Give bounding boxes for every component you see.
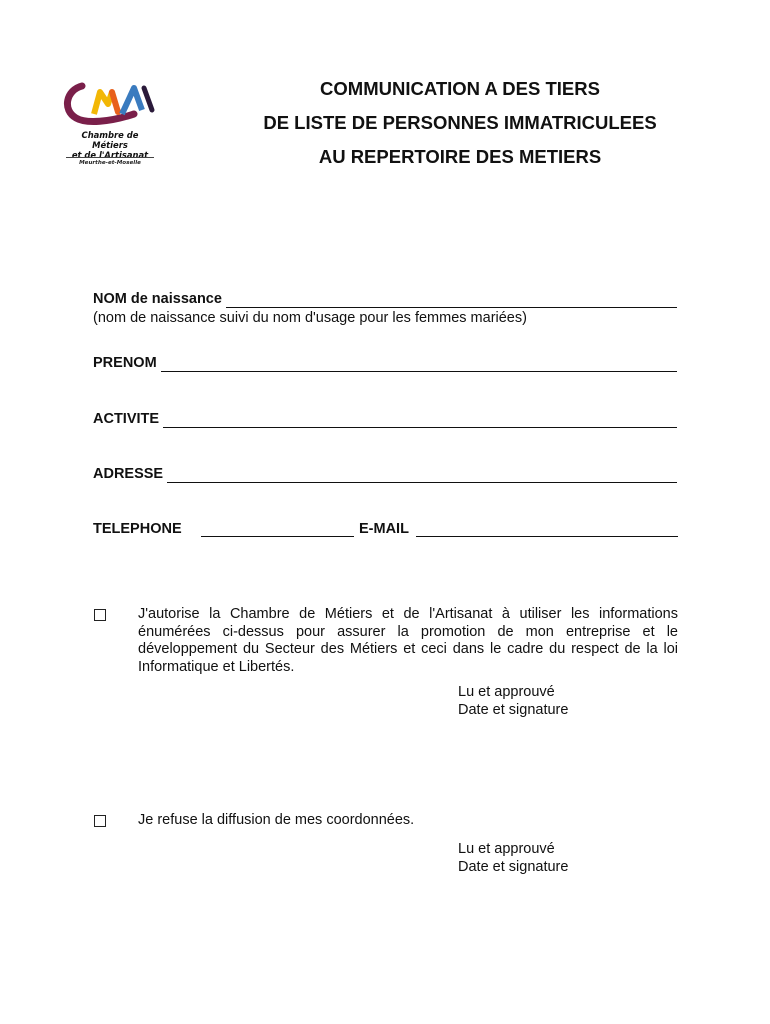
- logo-region: Meurthe-et-Moselle: [79, 160, 141, 166]
- nom-label: NOM de naissance: [93, 291, 222, 307]
- accept-text: J'autorise la Chambre de Métiers et de l'Artisanat à utiliser les informations énumérées ci-dessus pour assurer la promotion de mon entreprise et le développement du Secteur des Métiers et ceci dans le cadre du respect de la loi Informatique et Libertés.: [138, 606, 678, 675]
- nom-input-line[interactable]: [226, 293, 677, 308]
- activite-input-line[interactable]: [163, 413, 677, 428]
- refuse-signature-line2: Date et signature: [458, 858, 569, 875]
- accept-signature-line2: Date et signature: [458, 701, 569, 718]
- logo-m-orange: [112, 92, 118, 112]
- refuse-signature-line1: Lu et approuvé: [458, 841, 555, 857]
- prenom-label: PRENOM: [93, 355, 157, 371]
- activite-field: [93, 410, 677, 428]
- prenom-input-line[interactable]: [161, 357, 677, 372]
- title-line-3: AU REPERTOIRE DES METIERS: [318, 146, 602, 167]
- title-line-1: COMMUNICATION A DES TIERS: [320, 78, 600, 99]
- telephone-input-line[interactable]: [201, 522, 354, 537]
- logo-name-line1: Chambre de Métiers: [81, 130, 139, 150]
- logo-a-dark: [144, 88, 152, 110]
- cma-logo: [60, 80, 160, 170]
- accept-signature-block: [458, 684, 568, 719]
- email-label: E-MAIL: [359, 521, 409, 537]
- accept-signature-line1: Lu et approuvé: [458, 684, 555, 700]
- refuse-text: Je refuse la diffusion de mes coordonnées.: [138, 812, 415, 828]
- cma-logo-mark: [60, 80, 160, 126]
- logo-a-blue: [122, 88, 142, 114]
- refuse-checkbox[interactable]: [94, 815, 106, 827]
- email-input-line[interactable]: [416, 522, 678, 537]
- nom-hint: (nom de naissance suivi du nom d'usage pour les femmes mariées): [93, 310, 527, 326]
- contact-row: [93, 520, 678, 540]
- nom-field: [93, 290, 677, 308]
- logo-name-line2: et de l'Artisanat: [71, 150, 149, 160]
- logo-m-yellow: [94, 92, 112, 114]
- refuse-signature-block: [458, 841, 568, 876]
- adresse-input-line[interactable]: [167, 468, 677, 483]
- telephone-label: TELEPHONE: [93, 521, 182, 537]
- adresse-field: [93, 465, 677, 483]
- logo-divider: [66, 157, 154, 158]
- activite-label: ACTIVITE: [93, 411, 160, 427]
- prenom-field: [93, 354, 677, 372]
- accept-checkbox[interactable]: [94, 609, 106, 621]
- logo-organization-name: [64, 130, 156, 160]
- title-line-2: DE LISTE DE PERSONNES IMMATRICULEES: [263, 112, 657, 133]
- adresse-label: ADRESSE: [93, 466, 164, 482]
